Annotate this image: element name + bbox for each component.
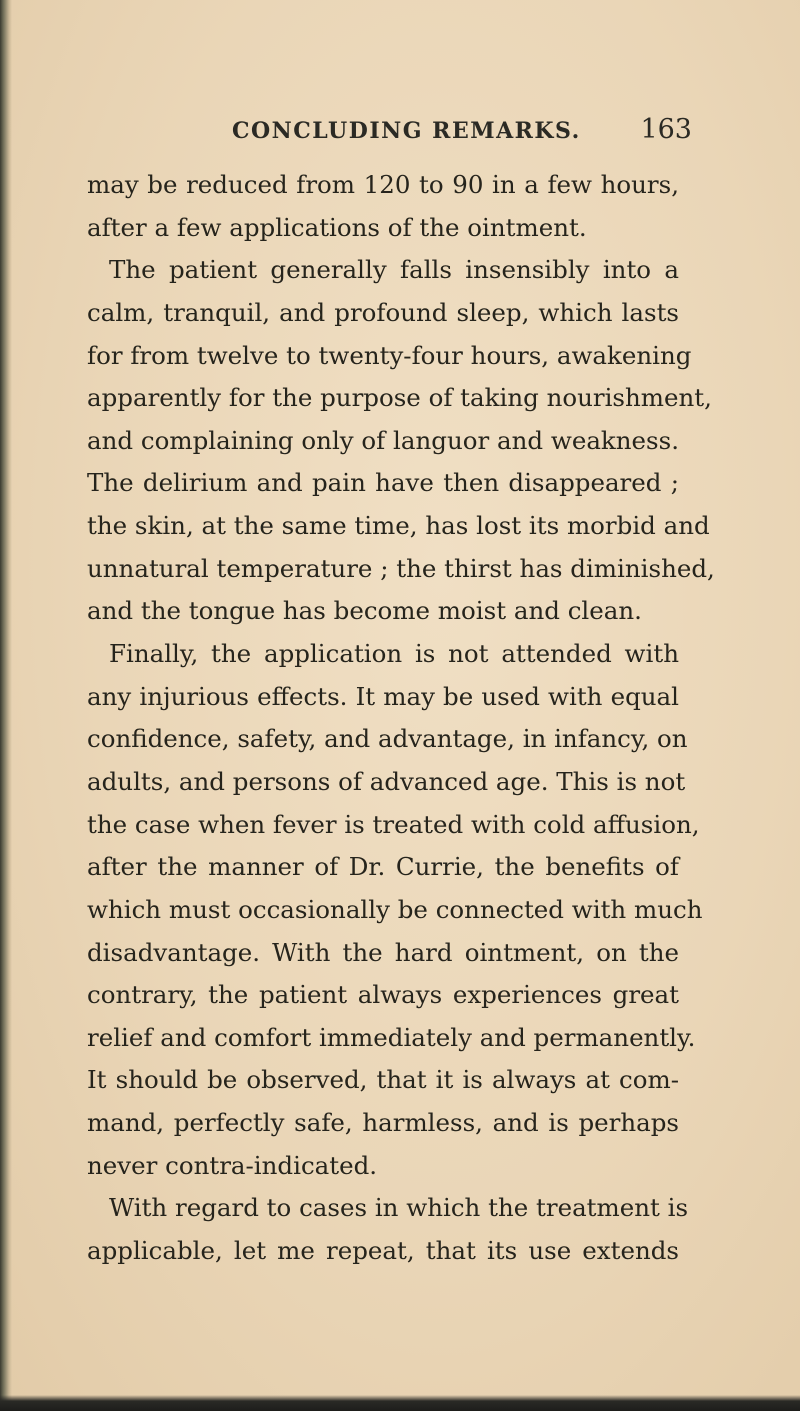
text-line: disadvantage. With the hard ointment, on the [87,937,679,967]
text-line: and the tongue has become moist and clean. [87,596,642,626]
text-line: calm, tranquil, and profound sleep, which lasts [87,297,679,327]
text-line: With regard to cases in which the treatment is [109,1193,689,1223]
page-number: 163 [640,114,692,145]
text-line: the skin, at the same time, has lost its morbid and [87,511,710,541]
body-text [87,164,715,1273]
text-line: apparently for the purpose of taking nourishment, [87,383,712,413]
page-gutter-shadow [0,0,12,1411]
text-line: may be reduced from 120 to 90 in a few hours, [87,170,679,199]
text-line: mand, perfectly safe, harmless, and is perhaps [87,1108,679,1138]
text-line: unnatural temperature ; the thirst has diminished, [87,553,715,583]
text-line: the case when fever is treated with cold affusion, [87,809,700,839]
text-line: contrary, the patient always experiences great [87,980,679,1010]
text-line: and complaining only of languor and weakness. [87,425,679,455]
text-line: It should be observed, that it is always at com- [87,1065,679,1095]
text-line: after the manner of Dr. Currie, the benefits of [87,852,679,882]
page-header [232,114,692,154]
text-line: after a few applications of the ointment. [87,212,587,242]
text-line: applicable, let me repeat, that its use extends [87,1236,679,1266]
text-line: for from twelve to twenty-four hours, awakening [87,340,692,370]
running-title: CONCLUDING REMARKS. [232,118,581,144]
text-line: confidence, safety, and advantage, in infancy, on [87,724,688,754]
text-line: The patient generally falls insensibly into a [109,255,679,285]
text-line: Finally, the application is not attended with [109,639,679,669]
text-line: any injurious effects. It may be used with equal [87,681,679,711]
text-line: adults, and persons of advanced age. This is not [87,766,686,796]
page-bottom-edge [0,1395,800,1411]
text-line: The delirium and pain have then disappeared ; [87,468,679,498]
text-line: relief and comfort immediately and permanently. [87,1022,696,1052]
text-line: never contra-indicated. [87,1150,378,1180]
text-line: which must occasionally be connected with much [87,894,703,924]
